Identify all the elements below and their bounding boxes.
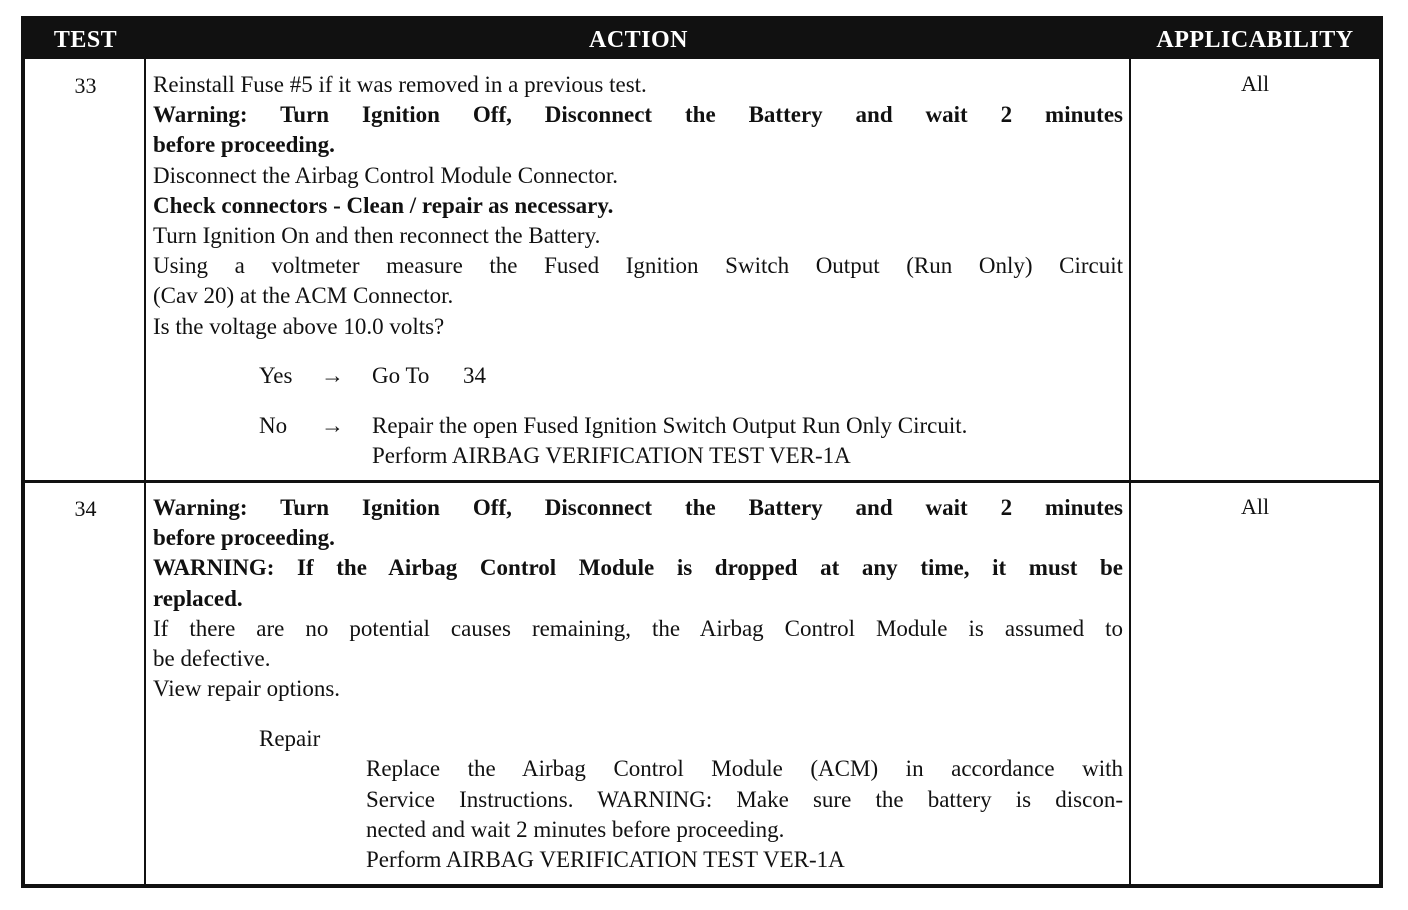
header-applicability: APPLICABILITY (1156, 27, 1354, 53)
goto-text: Go To (372, 362, 430, 388)
test-number-34: 34 (74, 496, 97, 521)
header-action: ACTION (588, 27, 688, 53)
applicability-34: All (1240, 494, 1270, 519)
repair-line: Replace the Airbag Control Module (ACM) in accordance with (366, 756, 1123, 782)
action-line: View repair options. (153, 676, 341, 702)
option-yes (153, 361, 1123, 391)
option-label: No (259, 412, 288, 438)
column-divider (1129, 59, 1131, 884)
option-text-continued: Perform AIRBAG VERIFICATION TEST VER-1A (372, 443, 851, 468)
option-text: Repair the open Fused Ignition Switch Output Run Only Circuit. (372, 412, 968, 438)
warning-line: Warning: Turn Ignition Off, Disconnect the Battery and wait 2 minutes (153, 102, 1123, 128)
applicability-33: All (1240, 71, 1270, 96)
arrow-right-icon: → (321, 362, 344, 388)
option-no (153, 411, 1123, 441)
repair-line: Perform AIRBAG VERIFICATION TEST VER-1A (366, 847, 845, 873)
repair-instructions (153, 754, 1123, 875)
action-line: If there are no potential causes remaining, the Airbag Control Module is assumed to (153, 615, 1123, 641)
option-label: Yes (259, 362, 293, 388)
header-test: TEST (53, 27, 118, 53)
table-header (25, 20, 1379, 59)
column-divider (144, 59, 146, 884)
action-cell-33 (153, 70, 1123, 471)
action-line: Disconnect the Airbag Control Module Connector. (153, 162, 619, 188)
action-cell-34 (153, 493, 1123, 875)
warning-line: before proceeding. (153, 525, 335, 551)
repair-line: Service Instructions. WARNING: Make sure the battery is discon- (366, 786, 1123, 812)
repair-line: nected and wait 2 minutes before proceeding. (366, 816, 785, 842)
arrow-right-icon: → (321, 412, 344, 438)
diagnostic-table (21, 16, 1383, 888)
warning-line: WARNING: If the Airbag Control Module is dropped at any time, it must be (153, 555, 1123, 581)
test-number-33: 33 (74, 73, 97, 98)
check-connectors-line: Check connectors - Clean / repair as necessary. (153, 192, 614, 218)
warning-line: replaced. (153, 585, 243, 611)
goto-target: 34 (463, 362, 486, 388)
question-line: Is the voltage above 10.0 volts? (153, 313, 445, 339)
repair-label: Repair (259, 726, 321, 752)
action-line: Turn Ignition On and then reconnect the Battery. (153, 223, 601, 249)
warning-line: before proceeding. (153, 132, 335, 158)
action-line: be defective. (153, 646, 271, 672)
action-line: (Cav 20) at the ACM Connector. (153, 283, 454, 309)
warning-line: Warning: Turn Ignition Off, Disconnect the Battery and wait 2 minutes (153, 495, 1123, 520)
action-line: Using a voltmeter measure the Fused Ignition Switch Output (Run Only) Circuit (153, 253, 1123, 279)
row-divider (25, 480, 1379, 483)
action-line: Reinstall Fuse #5 if it was removed in a previous test. (153, 72, 647, 97)
